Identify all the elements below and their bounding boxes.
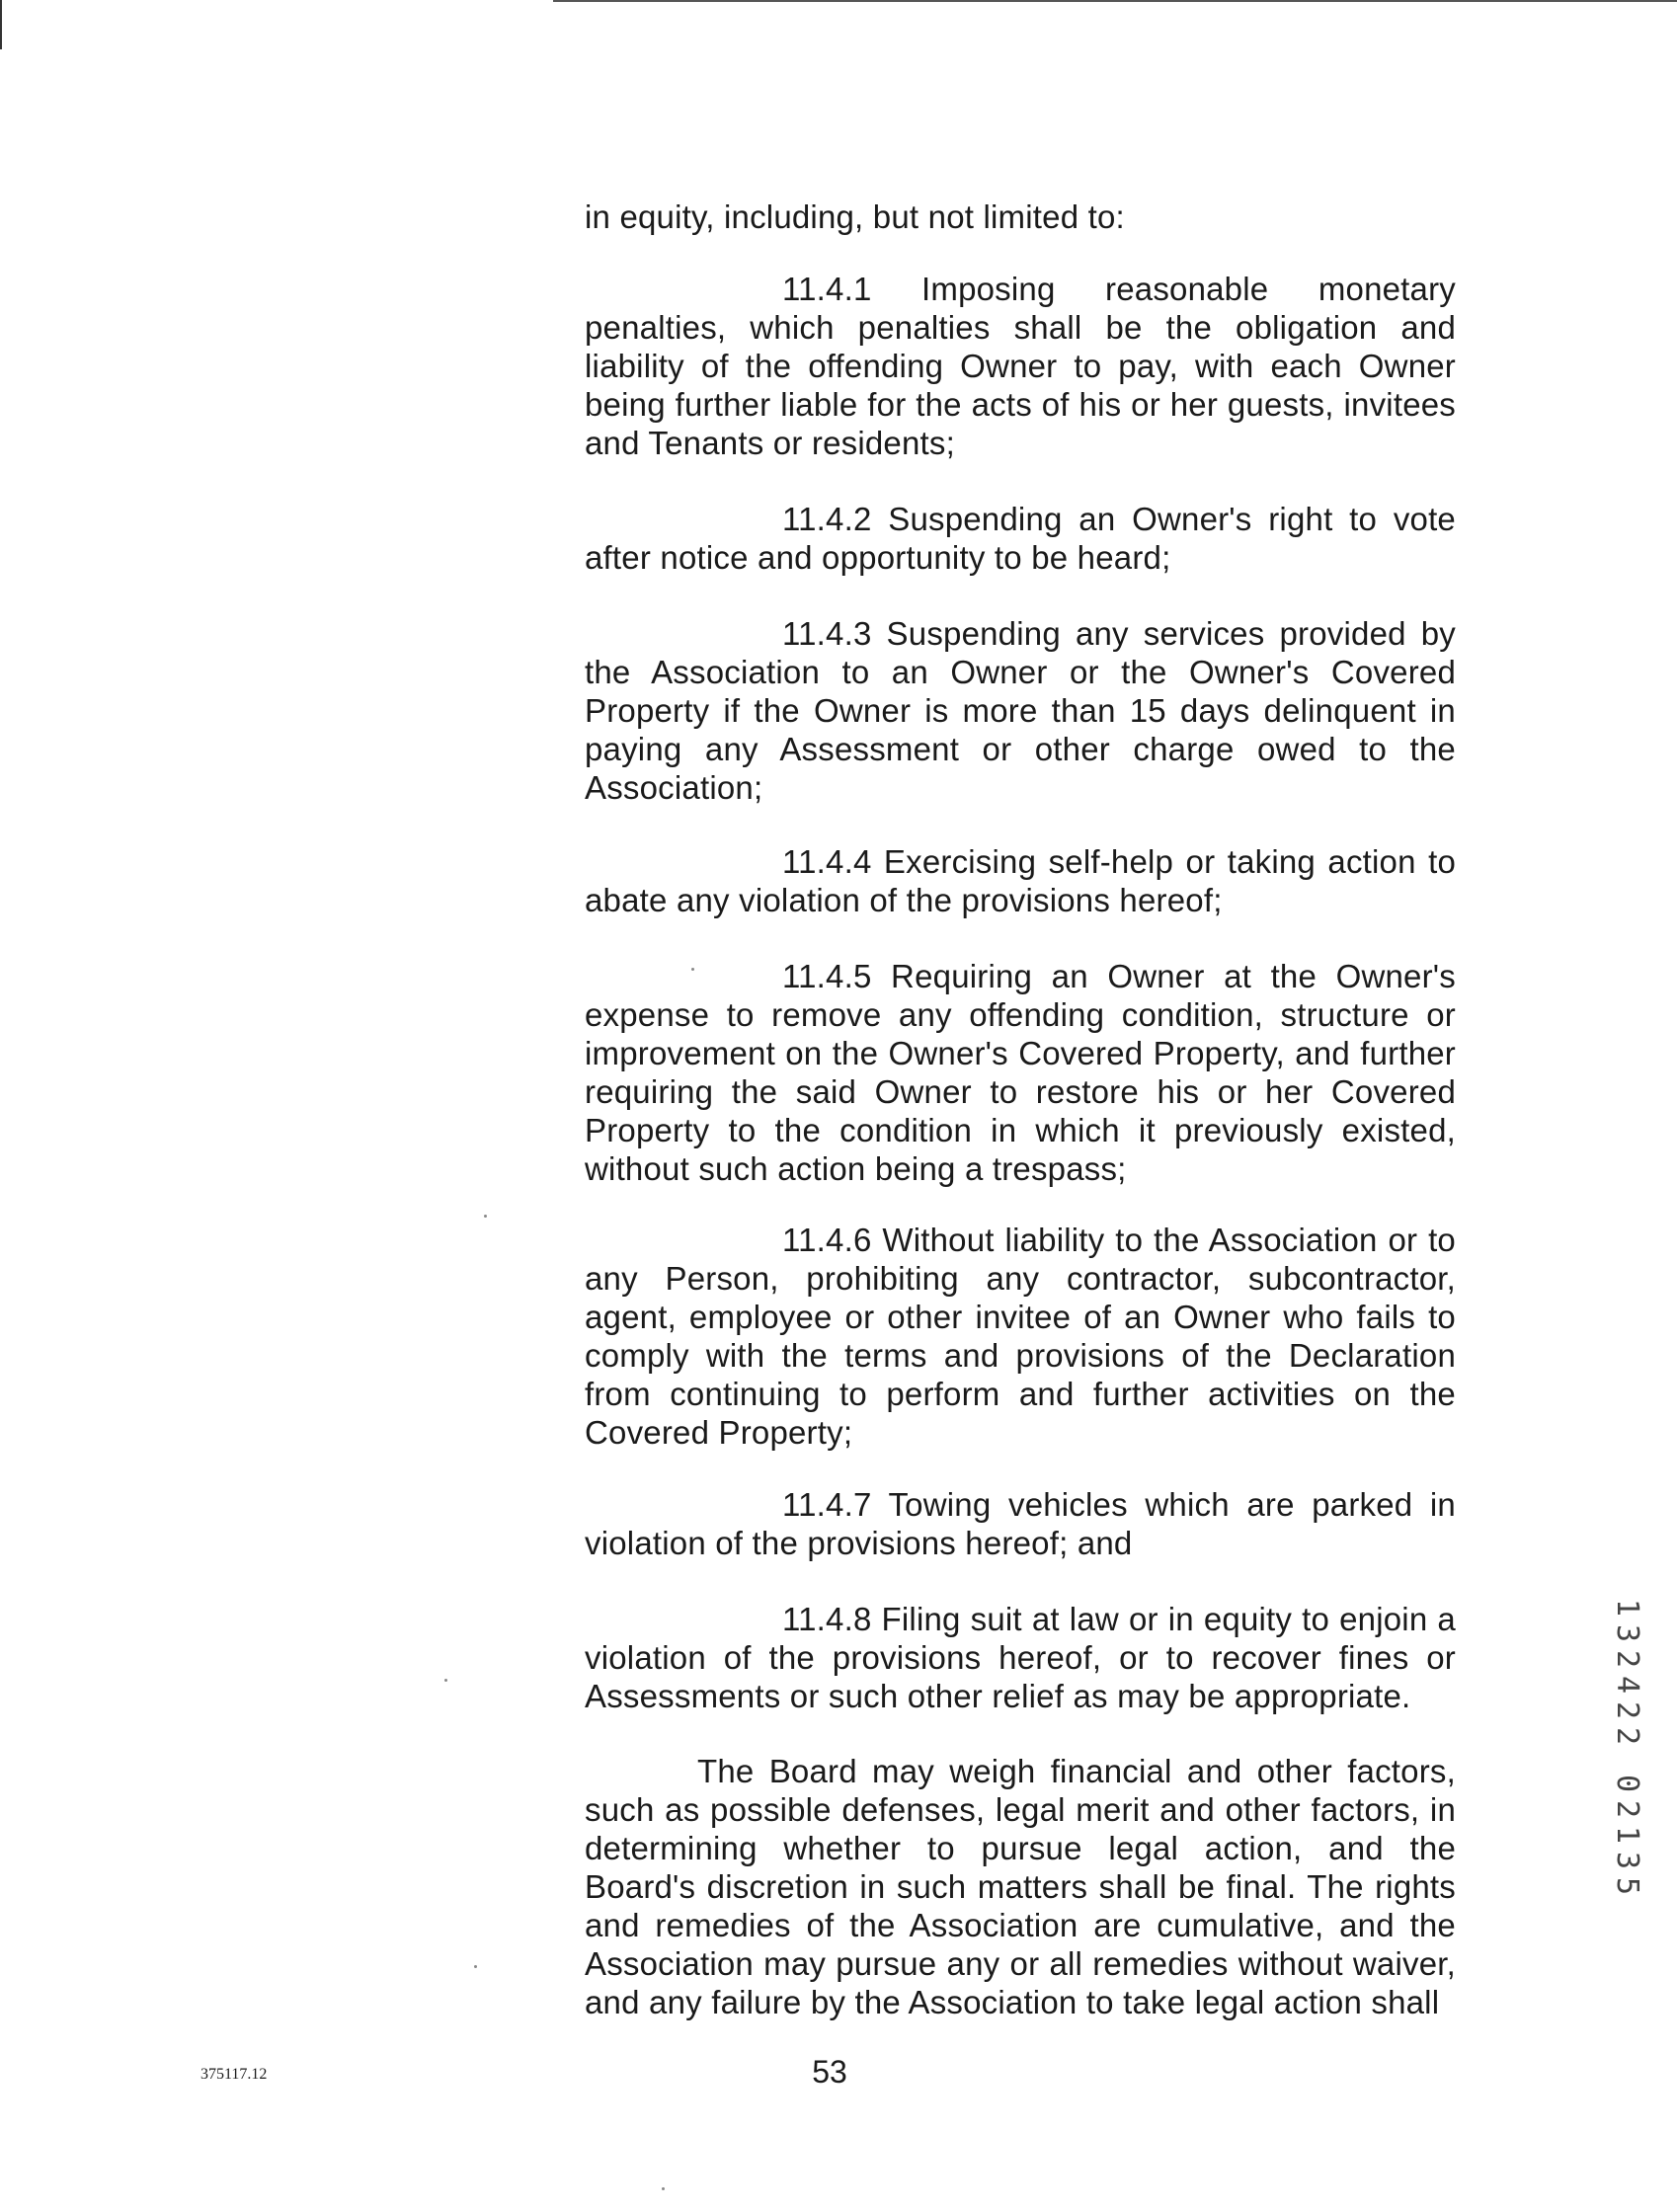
scan-top-border (553, 0, 1677, 2)
scan-edge-mark (0, 0, 2, 49)
recording-digit: 3 (1610, 1623, 1644, 1643)
scan-speck (484, 1215, 487, 1218)
recording-digit: 1 (1610, 1825, 1644, 1845)
recording-digit: 2 (1610, 1799, 1644, 1819)
recording-number (1607, 1595, 1646, 1899)
recording-digit: 2 (1610, 1726, 1644, 1746)
scan-speck (444, 1679, 447, 1682)
paragraph-11-4-6: 11.4.6 Without liability to the Association or to any Person, prohibiting any contractor, subcontractor, agent, employee or other invitee of an Owner who fails to comply with the terms and provisions of the Declaration from continuing to perform and further activities on the Covered Property; (585, 1222, 1456, 1451)
scan-speck (474, 1965, 477, 1968)
recording-digit: 4 (1610, 1675, 1644, 1695)
recording-digit: 0 (1610, 1774, 1644, 1793)
recording-digit: 3 (1610, 1851, 1644, 1870)
paragraph-11-4-4: 11.4.4 Exercising self-help or taking action to abate any violation of the provisions hereof; (585, 843, 1456, 918)
paragraph-11-4-1: 11.4.1 Imposing reasonable monetary penalties, which penalties shall be the obligation and liability of the offending Owner to pay, with each Owner being further liable for the acts of his or her guests, invitees and Tenants or residents; (585, 271, 1456, 461)
paragraph-intro: in equity, including, but not limited to: (585, 198, 1125, 235)
page-number: 53 (812, 2054, 847, 2090)
recording-digit: 2 (1610, 1649, 1644, 1669)
paragraph-11-4-5: 11.4.5 Requiring an Owner at the Owner's expense to remove any offending condition, structure or improvement on the Owner's Covered Property, and further requiring the said Owner to restore his or her Covered Property to the condition in which it previously existed, without such action being a trespass; (585, 958, 1456, 1187)
paragraph-board-discretion: The Board may weigh financial and other factors, such as possible defenses, legal merit and other factors, in determining whether to pursue legal action, and the Board's discretion in such matters shall be final. The rights and remedies of the Association are cumulative, and the Association may pursue any or all remedies without waiver, and any failure by the Association to take legal action shall (585, 1753, 1456, 2020)
document-code: 375117.12 (200, 2066, 268, 2083)
paragraph-11-4-3: 11.4.3 Suspending any services provided by the Association to an Owner or the Owner's Covered Property if the Owner is more than 15 days delinquent in paying any Assessment or other charge owed to the Association; (585, 615, 1456, 806)
paragraph-11-4-7: 11.4.7 Towing vehicles which are parked in violation of the provisions hereof; and (585, 1486, 1456, 1561)
scan-speck (691, 968, 694, 971)
recording-digit: 5 (1610, 1876, 1644, 1896)
scan-speck (662, 2187, 665, 2190)
recording-digit: 2 (1610, 1700, 1644, 1720)
recording-number-part2 (1610, 1771, 1644, 1899)
paragraph-11-4-2: 11.4.2 Suspending an Owner's right to vote after notice and opportunity to be heard; (585, 501, 1456, 576)
recording-number-part1 (1610, 1595, 1644, 1749)
recording-digit: 1 (1610, 1598, 1644, 1618)
paragraph-11-4-8: 11.4.8 Filing suit at law or in equity to enjoin a violation of the provisions hereof, or to recover fines or Assessments or such other relief as may be appropriate. (585, 1601, 1456, 1714)
